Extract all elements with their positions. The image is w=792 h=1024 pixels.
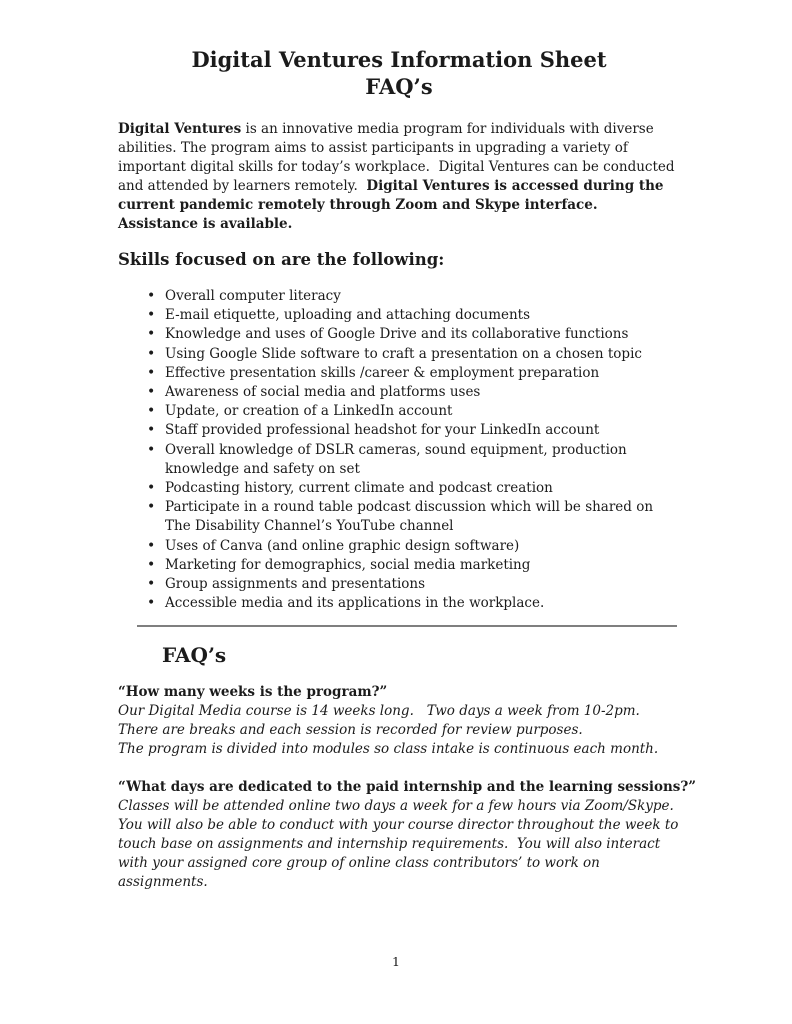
- faq-answer: Classes will be attended online two days a week for a few hours via Zoom/Skype. You will also be able to conduct with your course director throughout the week to touch base on assignments and internship requirements. You will also interact with your assigned core group of online class contributors’ to work on assignments.: [118, 798, 683, 891]
- faq-entry: [118, 778, 697, 892]
- faq-entry: [118, 683, 680, 759]
- faq-question: “What days are dedicated to the paid internship and the learning sessions?”: [118, 779, 697, 796]
- skill-item: • Overall computer literacy: [145, 287, 680, 306]
- skill-item: • Effective presentation skills /career & employment preparation: [145, 364, 680, 383]
- intro-bold-lead: Digital Ventures: [118, 121, 242, 137]
- skill-item: • Participate in a round table podcast discussion which will be shared on The Disability Channel’s YouTube channel: [145, 498, 680, 536]
- faq-section-heading: FAQ’s: [162, 643, 227, 668]
- skill-item: • Using Google Slide software to craft a presentation on a chosen topic: [145, 345, 680, 364]
- skill-item: • Staff provided professional headshot for your LinkedIn account: [145, 421, 680, 440]
- skill-item: • Update, or creation of a LinkedIn account: [145, 402, 680, 421]
- intro-body-text: is an innovative media program for individuals with diverse abilities. The program aims to assist participants in upgrading a variety of important digital skills for today’s workplace. Digital Ventures can be conducted and attended by learners remotely.: [118, 121, 679, 194]
- faq-answer: The program is divided into modules so class intake is continuous each month.: [118, 741, 659, 758]
- skills-section-heading: Skills focused on are the following:: [118, 250, 445, 269]
- faq-answer: Our Digital Media course is 14 weeks long. Two days a week from 10-2pm. There are breaks and each session is recorded for review purposes.: [118, 703, 645, 739]
- skill-item: • Marketing for demographics, social media marketing: [145, 556, 680, 575]
- section-divider: [137, 625, 677, 627]
- faq-question: “How many weeks is the program?”: [118, 684, 388, 701]
- intro-paragraph: [118, 120, 680, 234]
- skill-item: • Podcasting history, current climate and podcast creation: [145, 479, 680, 498]
- skill-item: • Group assignments and presentations: [145, 575, 680, 594]
- page-number: 1: [392, 954, 400, 969]
- document-title: [118, 0, 680, 100]
- skill-item: • Uses of Canva (and online graphic design software): [145, 537, 680, 556]
- title-line-1: Digital Ventures Information Sheet: [191, 47, 607, 72]
- skill-item: • E-mail etiquette, uploading and attaching documents: [145, 306, 680, 325]
- skills-list: [145, 287, 680, 613]
- title-line-2: FAQ’s: [365, 74, 433, 99]
- skill-item: • Overall knowledge of DSLR cameras, sound equipment, production knowledge and safety on set: [145, 441, 680, 479]
- skill-item: • Accessible media and its applications in the workplace.: [145, 594, 680, 613]
- skill-item: • Knowledge and uses of Google Drive and its collaborative functions: [145, 325, 680, 344]
- skill-item: • Awareness of social media and platforms uses: [145, 383, 680, 402]
- intro-bold-tail: Digital Ventures is accessed during the current pandemic remotely through Zoom and Skype interface. Assistance is available.: [118, 178, 669, 232]
